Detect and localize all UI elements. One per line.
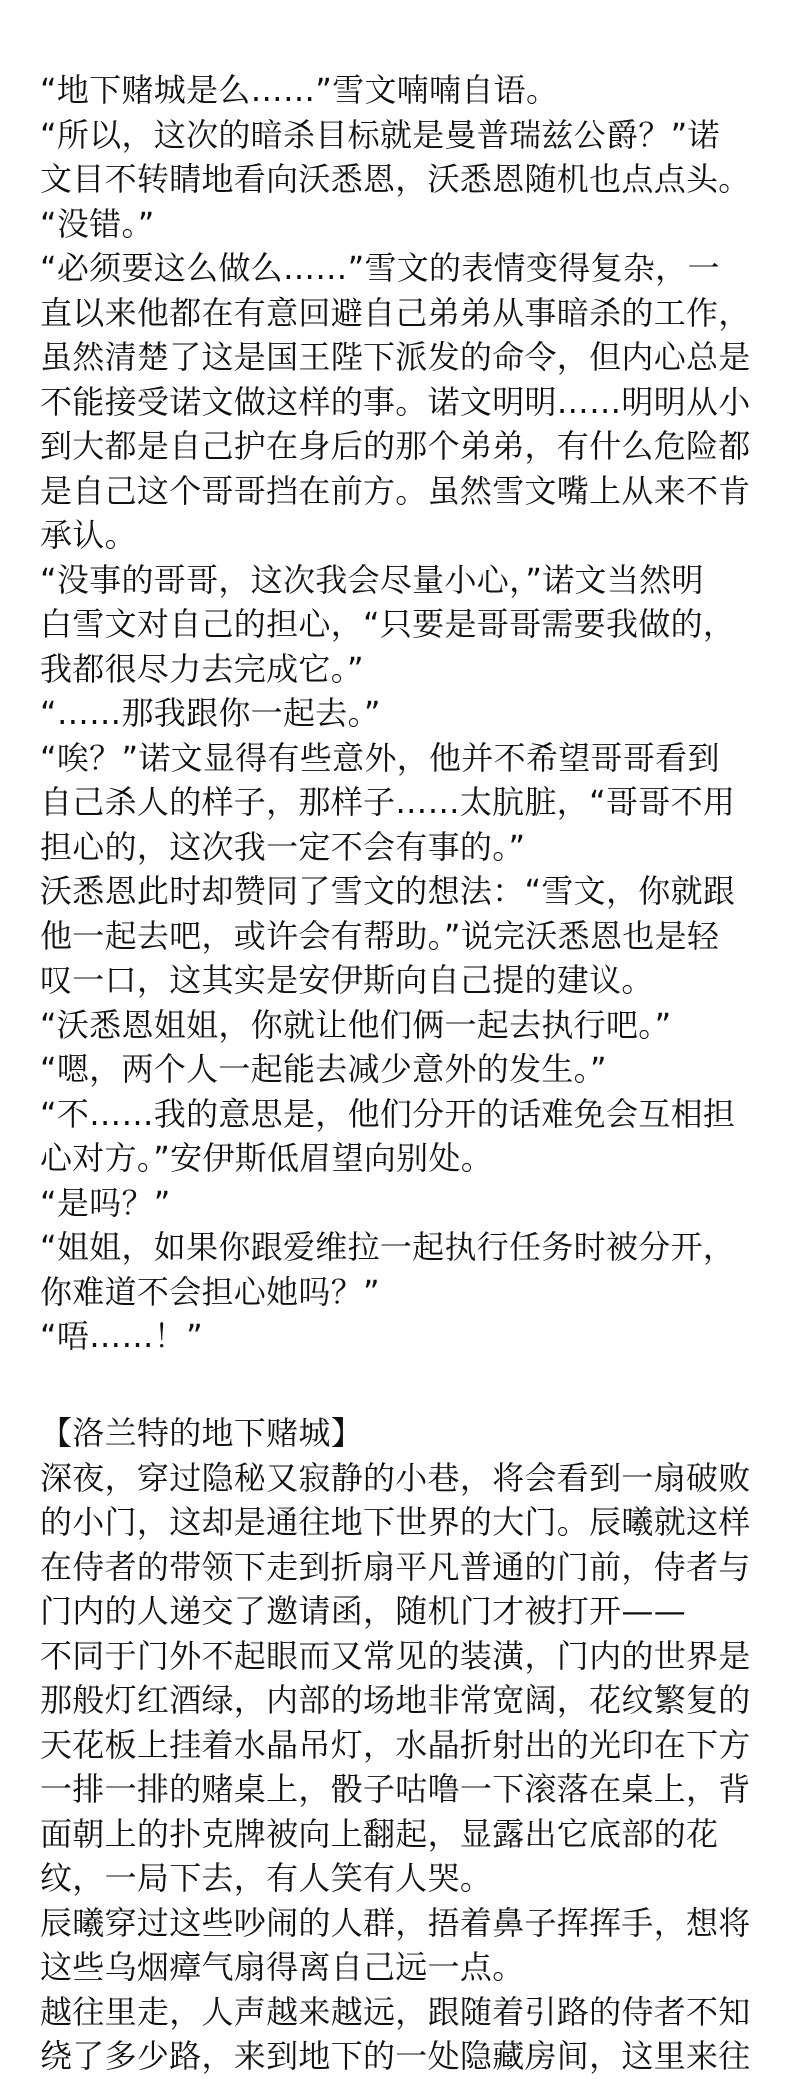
text-line: “所以，这次的暗杀目标就是曼普瑞兹公爵？”诺 [40, 115, 720, 154]
text-line: 我都很尽力去完成它。” [40, 649, 364, 688]
text-line: 一排一排的赌桌上，骰子咕噜一下滚落在桌上，背 [40, 1770, 751, 1808]
narrative-section [40, 1456, 780, 2079]
text-line: “必须要这么做么……”雪文的表情变得复杂，一 [40, 249, 720, 287]
text-line: “地下赌城是么……”雪文喃喃自语。 [40, 71, 559, 109]
text-line: 文目不转睛地看向沃悉恩，沃悉恩随机也点点头。 [40, 160, 751, 198]
text-line: “姐姐，如果你跟爱维拉一起执行任务时被分开， [40, 1228, 736, 1266]
text-line: 到大都是自己护在身后的那个弟弟，有什么危险都 [40, 427, 751, 465]
text-line: “没错。” [40, 204, 155, 243]
text-line: 不能接受诺文做这样的事。诺文明明……明明从小 [40, 382, 751, 421]
text-line: 沃悉恩此时却赞同了雪文的想法：“雪文，你就跟 [40, 872, 736, 910]
text-line: 的小门，这却是通往地下世界的大门。辰曦就这样 [40, 1503, 751, 1541]
text-line: “没事的哥哥，这次我会尽量小心，”诺文当然明 [40, 560, 704, 599]
text-line: 叹一口，这其实是安伊斯向自己提的建议。 [40, 961, 654, 999]
text-line: 深夜，穿过隐秘又寂静的小巷，将会看到一扇破败 [40, 1458, 751, 1497]
text-line: 辰曦穿过这些吵闹的人群，捂着鼻子挥挥手，想将 [40, 1903, 751, 1942]
text-line: 在侍者的带领下走到折扇平凡普通的门前，侍者与 [40, 1547, 751, 1586]
chapter-text [40, 68, 780, 2079]
text-line: “嗯，两个人一起能去减少意外的发生。” [40, 1050, 607, 1088]
section-spacer [40, 1403, 780, 1411]
dialogue-section [40, 68, 780, 1359]
section-heading: 【洛兰特的地下赌城】 [40, 1414, 364, 1452]
text-line: 他一起去吧，或许会有帮助。”说完沃悉恩也是轻 [40, 916, 720, 955]
text-line: 越往里走，人声越来越远，跟随着引路的侍者不知 [40, 1992, 751, 2031]
text-line: 面朝上的扑克牌被向上翻起，显露出它底部的花 [40, 1814, 719, 1853]
text-line: 这些乌烟瘴气扇得离自己远一点。 [40, 1948, 525, 1986]
text-line: 绕了多少路，来到地下的一处隐藏房间，这里来往 [40, 2037, 751, 2075]
text-line: 是自己这个哥哥挡在前方。虽然雪文嘴上从来不肯 [40, 471, 751, 510]
text-line: 门内的人递交了邀请函，随机门才被打开—— [40, 1592, 687, 1630]
text-line: 自己杀人的样子，那样子……太肮脏，“哥哥不用 [40, 783, 736, 821]
text-line: 天花板上挂着水晶吊灯，水晶折射出的光印在下方 [40, 1725, 751, 1764]
text-line: “不……我的意思是，他们分开的话难免会互相担 [40, 1094, 736, 1133]
text-line: 不同于门外不起眼而又常见的装潢，门内的世界是 [40, 1636, 751, 1675]
text-line: “是吗？” [40, 1183, 171, 1222]
text-line: 虽然清楚了这是国王陛下派发的命令，但内心总是 [40, 338, 751, 376]
text-line: “唔……！” [40, 1317, 203, 1355]
text-line: “沃悉恩姐姐，你就让他们俩一起去执行吧。” [40, 1005, 672, 1044]
text-line: 承认。 [40, 516, 137, 554]
section-spacer [40, 1359, 780, 1404]
text-line: 担心的，这次我一定不会有事的。” [40, 827, 526, 866]
text-line: “……那我跟你一起去。” [40, 694, 381, 732]
text-line: “唉？”诺文显得有些意外，他并不希望哥哥看到 [40, 738, 720, 777]
text-line: 心对方。”安伊斯低眉望向别处。 [40, 1139, 494, 1177]
text-line: 那般灯红酒绿，内部的场地非常宽阔，花纹繁复的 [40, 1681, 751, 1719]
text-line: 直以来他都在有意回避自己弟弟从事暗杀的工作， [40, 293, 751, 332]
text-line: 白雪文对自己的担心，“只要是哥哥需要我做的， [40, 605, 736, 643]
text-line: 你难道不会担心她吗？” [40, 1272, 380, 1311]
text-line: 纹，一局下去，有人笑有人哭。 [40, 1859, 493, 1897]
